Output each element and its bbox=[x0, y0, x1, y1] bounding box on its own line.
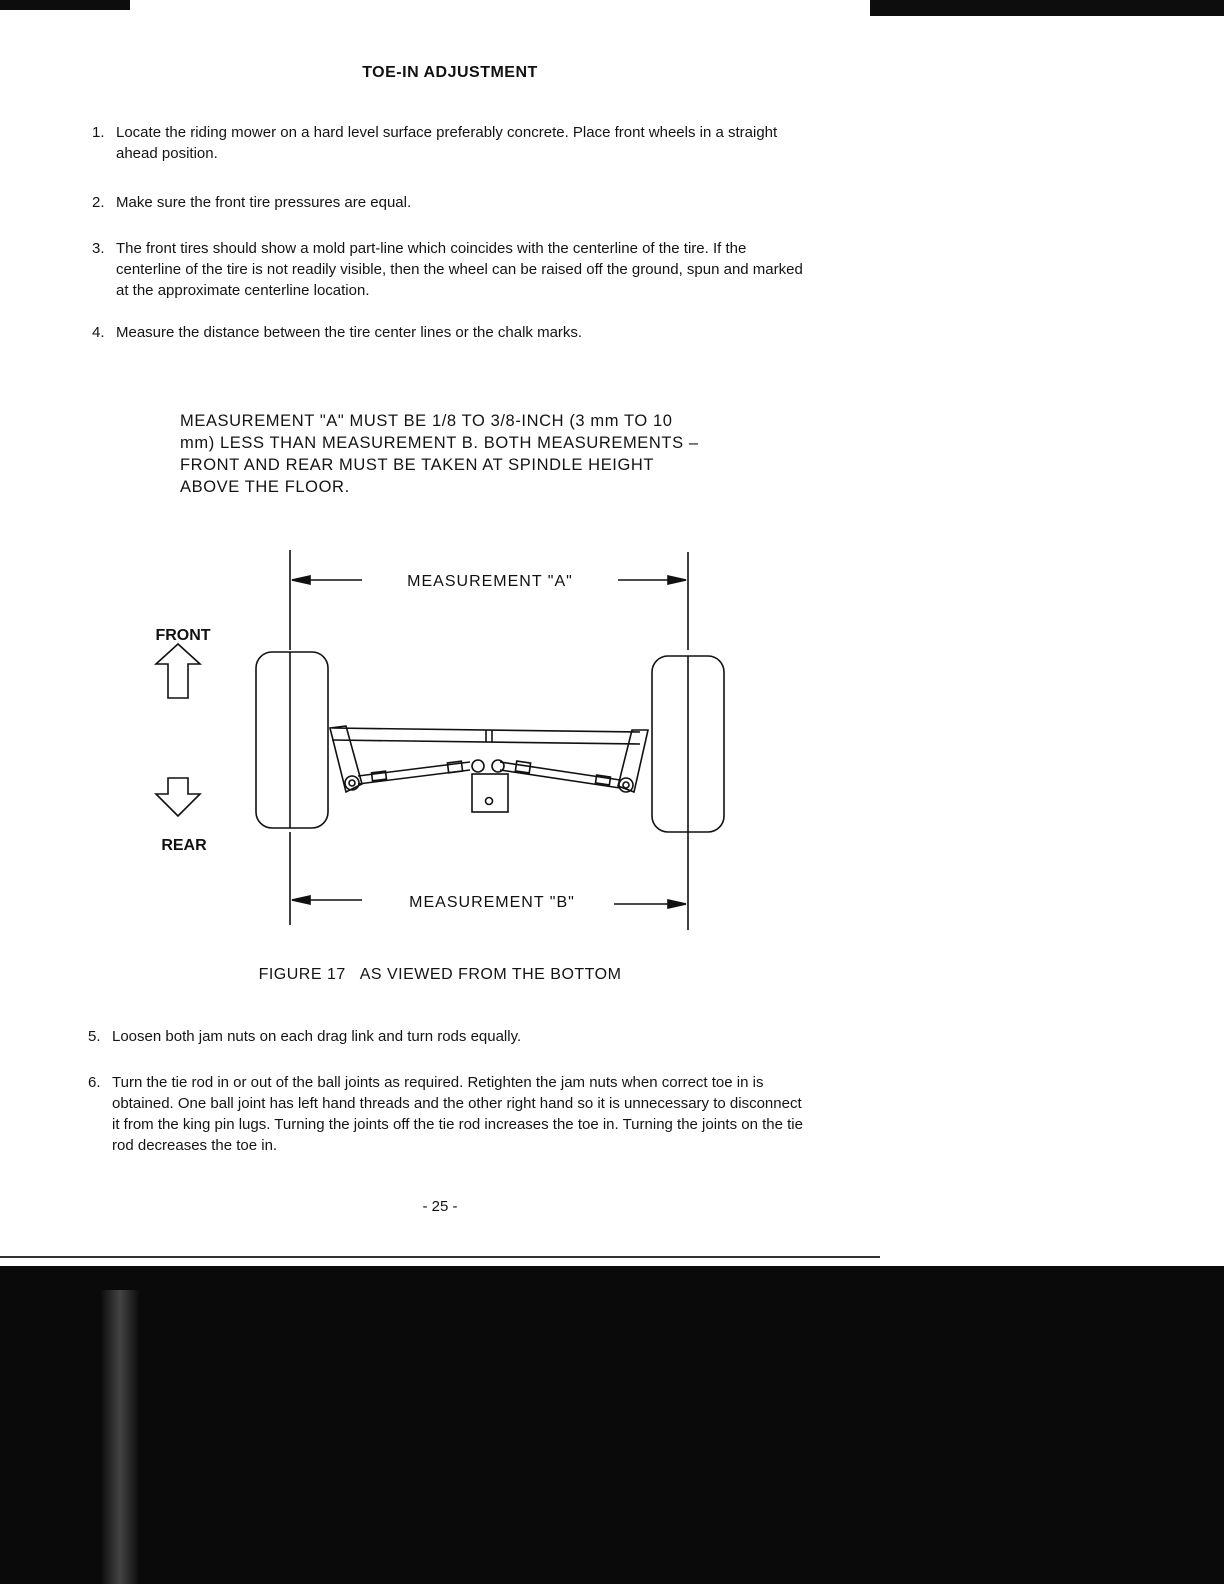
scan-edge-bottom-curve bbox=[100, 1290, 140, 1584]
arrowhead bbox=[292, 576, 310, 584]
left-ball-joint bbox=[345, 776, 359, 790]
left-wheel bbox=[256, 652, 328, 828]
step-number: 5. bbox=[88, 1028, 101, 1045]
right-tie-rod-bottom bbox=[500, 770, 620, 788]
front-label: FRONT bbox=[155, 627, 211, 644]
measurement-a-label: MEASUREMENT "A" bbox=[407, 573, 573, 590]
left-spindle-arm bbox=[330, 726, 362, 792]
left-center-joint bbox=[472, 760, 484, 772]
step-number: 1. bbox=[92, 124, 105, 141]
right-ball-joint-inner bbox=[623, 782, 629, 788]
step-number: 4. bbox=[92, 324, 105, 341]
toe-in-diagram bbox=[0, 540, 1224, 960]
arrowhead bbox=[292, 896, 310, 904]
step-text: Loosen both jam nuts on each drag link and turn rods equally. bbox=[112, 1028, 522, 1045]
measurement-note: MEASUREMENT "A" MUST BE 1/8 TO 3/8-INCH (3 mm TO 10 mm) LESS THAN MEASUREMENT B. BOTH MEASUREMENTS – FRONT AND REAR MUST BE TAKEN AT SPINDLE HEIGHT ABOVE THE FLOOR. bbox=[180, 412, 699, 496]
left-tie-rod-top bbox=[358, 762, 470, 776]
right-center-joint bbox=[492, 760, 504, 772]
center-bracket-hole bbox=[486, 798, 493, 805]
rear-arrow-icon bbox=[156, 778, 200, 816]
center-bracket bbox=[472, 774, 508, 812]
step-text: Locate the riding mower on a hard level surface preferably concrete. Place front wheels in a straight ahead position. bbox=[116, 124, 778, 162]
step-text: The front tires should show a mold part-line which coincides with the centerline of the tire. If the centerline of the tire is not readily visible, then the wheel can be raised off the ground, spun and marked at the approximate centerline location. bbox=[116, 240, 803, 299]
step-number: 6. bbox=[88, 1074, 101, 1091]
step-text: Turn the tie rod in or out of the ball joints as required. Retighten the jam nuts when correct toe in is obtained. One ball joint has left hand threads and the other right hand so it is unnecessary to disconnect it from the king pin lugs. Turning the joints off the tie rod increases the toe in. Turning the joints on the tie rod decreases the toe in. bbox=[112, 1074, 803, 1154]
scan-edge-bottom-rule bbox=[0, 1256, 880, 1258]
scan-edge-top-left bbox=[0, 0, 130, 10]
figure-caption: FIGURE 17 AS VIEWED FROM THE BOTTOM bbox=[258, 966, 622, 983]
front-arrow-icon bbox=[156, 644, 200, 698]
step-text: Make sure the front tire pressures are equal. bbox=[116, 194, 412, 211]
arrowhead bbox=[668, 900, 686, 908]
page-title: TOE-IN ADJUSTMENT bbox=[362, 64, 538, 81]
rear-label: REAR bbox=[161, 837, 207, 854]
measurement-b-label: MEASUREMENT "B" bbox=[409, 894, 575, 911]
right-ball-joint bbox=[619, 778, 633, 792]
scan-edge-top-right bbox=[870, 0, 1224, 16]
step-number: 2. bbox=[92, 194, 105, 211]
left-ball-joint-inner bbox=[349, 780, 355, 786]
arrowhead bbox=[668, 576, 686, 584]
step-text: Measure the distance between the tire center lines or the chalk marks. bbox=[116, 324, 583, 341]
scan-edge-bottom bbox=[0, 1266, 1224, 1584]
step-number: 3. bbox=[92, 240, 105, 257]
page-number: - 25 - bbox=[422, 1198, 458, 1215]
